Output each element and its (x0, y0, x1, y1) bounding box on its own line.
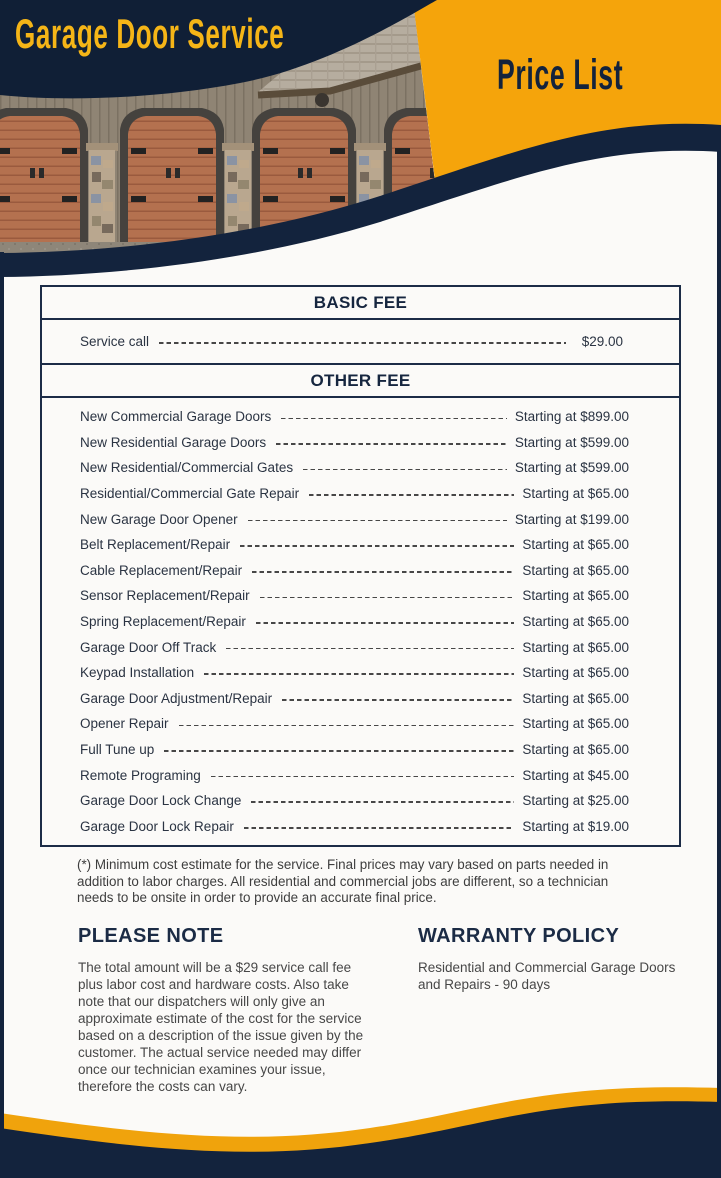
please-note-heading: PLEASE NOTE (78, 925, 224, 947)
fee-label: Full Tune up (80, 742, 155, 758)
fee-label: New Garage Door Opener (80, 511, 238, 527)
page-border-right (717, 126, 721, 1178)
fee-price: Starting at $65.00 (522, 614, 629, 630)
fee-row (42, 558, 679, 584)
page-border-left (0, 252, 4, 1178)
fee-row (42, 737, 679, 763)
warranty-section (418, 925, 690, 993)
footer-artwork (0, 1058, 721, 1178)
fee-label: New Commercial Garage Doors (80, 409, 272, 425)
dash-leader (179, 725, 515, 727)
fee-row (42, 609, 679, 635)
fee-price: Starting at $65.00 (522, 742, 629, 758)
fee-label: Garage Door Off Track (80, 639, 217, 655)
fee-price: Starting at $65.00 (522, 716, 629, 732)
garage-door (0, 108, 88, 242)
fee-label: Garage Door Lock Change (80, 793, 242, 809)
fee-price: Starting at $199.00 (514, 511, 629, 527)
fee-label: Garage Door Lock Repair (80, 818, 234, 834)
fee-price: $29.00 (581, 334, 623, 349)
fee-row (42, 634, 679, 660)
dash-leader (248, 520, 507, 522)
fee-row (42, 814, 679, 840)
fee-label: Belt Replacement/Repair (80, 537, 231, 553)
basic-fee-heading: BASIC FEE (313, 293, 408, 312)
fee-label: Residential/Commercial Gate Repair (80, 486, 300, 502)
dash-leader (281, 418, 507, 420)
fee-label: Service call (80, 334, 150, 349)
fee-price: Starting at $65.00 (522, 690, 629, 706)
fee-price: Starting at $19.00 (522, 818, 629, 834)
fee-price: Starting at $599.00 (514, 460, 629, 476)
fee-label: Sensor Replacement/Repair (80, 588, 250, 604)
page-title: Price List (497, 51, 624, 99)
fee-row (42, 481, 679, 507)
fee-label: Remote Programing (80, 767, 201, 783)
stone-pillar (222, 143, 254, 242)
fee-row (42, 686, 679, 712)
dash-leader (211, 776, 515, 778)
dash-leader (159, 342, 566, 344)
garage-door (120, 108, 224, 242)
fee-price: Starting at $25.00 (522, 793, 629, 809)
fee-price: Starting at $65.00 (522, 562, 629, 578)
dash-leader (252, 571, 514, 573)
fee-row (42, 532, 679, 558)
please-note-body: The total amount will be a $29 service call fee plus labor cost and hardware costs. Also take note that our dispatchers will only give an approximate estimate of the cost for the service based on a description of the issue given by the customer. The actual service needed may differ once our technician examines your issue, therefore the costs can vary. (78, 960, 364, 1094)
fee-price: Starting at $899.00 (514, 409, 629, 425)
dash-leader (303, 469, 507, 471)
fee-label: Opener Repair (80, 716, 169, 732)
fee-row (42, 430, 679, 456)
stone-pillar (86, 143, 118, 242)
fee-label: Spring Replacement/Repair (80, 614, 246, 630)
fee-price: Starting at $65.00 (522, 665, 629, 681)
dash-leader (164, 750, 514, 752)
warranty-heading: WARRANTY POLICY (418, 925, 620, 947)
other-fee-heading: OTHER FEE (310, 371, 411, 390)
fee-table (40, 285, 681, 847)
wall-ornament (315, 93, 329, 107)
footnote: (*) Minimum cost estimate for the service. Final prices may vary based on parts needed in addition to labor charges. All residential and commercial jobs are different, so a technician needs to be onsite in order to provide an accurate final price. (77, 857, 609, 906)
dash-leader (260, 597, 515, 599)
fee-label: New Residential Garage Doors (80, 434, 267, 450)
dash-leader (276, 443, 507, 445)
fee-row (42, 788, 679, 814)
fee-price: Starting at $45.00 (522, 767, 629, 783)
fee-price: Starting at $65.00 (522, 486, 629, 502)
fee-price: Starting at $65.00 (522, 588, 629, 604)
fee-row (42, 711, 679, 737)
dash-leader (226, 648, 514, 650)
fee-row (42, 320, 679, 363)
fee-label: Cable Replacement/Repair (80, 562, 243, 578)
fee-row (42, 762, 679, 788)
fee-row (42, 455, 679, 481)
fee-row (42, 660, 679, 686)
fee-label: New Residential/Commercial Gates (80, 460, 294, 476)
fee-row (42, 583, 679, 609)
dash-leader (251, 801, 514, 803)
fee-row (42, 404, 679, 430)
dash-leader (244, 827, 515, 829)
fee-price: Starting at $599.00 (514, 434, 629, 450)
dash-leader (204, 673, 514, 675)
warranty-body: Residential and Commercial Garage Doors and Repairs - 90 days (418, 960, 676, 992)
fee-price: Starting at $65.00 (522, 639, 629, 655)
fee-label: Keypad Installation (80, 665, 195, 681)
fee-price: Starting at $65.00 (522, 537, 629, 553)
dash-leader (282, 699, 514, 701)
dash-leader (240, 545, 514, 547)
fee-row (42, 506, 679, 532)
dash-leader (309, 494, 514, 496)
other-fee-rows (42, 398, 679, 845)
brand-title: Garage Door Service (15, 10, 285, 57)
fee-label: Garage Door Adjustment/Repair (80, 690, 273, 706)
dash-leader (256, 622, 515, 624)
